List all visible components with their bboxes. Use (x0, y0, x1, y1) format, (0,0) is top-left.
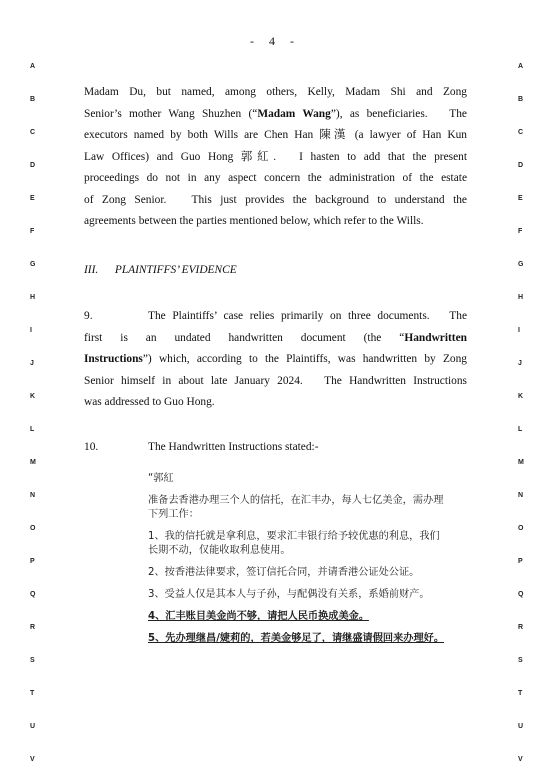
margin-letter-h-right: H (518, 294, 524, 301)
margin-letter-q-left: Q (30, 591, 36, 598)
text-line: proceedings do not in any aspect concern the administration of the estate (84, 172, 467, 184)
margin-letter-r-right: R (518, 624, 524, 631)
margin-letter-a-right: A (518, 63, 524, 70)
section-heading (84, 264, 237, 276)
margin-letter-o-right: O (518, 525, 524, 532)
page-number: - 4 - (250, 34, 300, 48)
section-title: PLAINTIFFS’ EVIDENCE (114, 264, 237, 276)
text-line: Law Offices) and Guo Hong 郭紅. I hasten to add that the present (84, 150, 467, 163)
margin-letter-s-left: S (30, 657, 35, 664)
margin-letter-l-right: L (518, 426, 523, 433)
text-line: executors named by both Wills are Chen Han 陳漢 (a lawyer of Han Kun (84, 129, 467, 141)
margin-letter-m-left: M (30, 459, 36, 466)
margin-letter-r-left: R (30, 624, 36, 631)
margin-letter-g-left: G (30, 261, 36, 268)
quote-paragraph-2: 1、我的信托就是拿利息，要求汇丰银行给予较优惠的利息，我们长期不动，仅能收取利息使用。 (148, 531, 440, 556)
margin-letter-f-right: F (518, 228, 523, 235)
margin-letter-d-right: D (518, 162, 524, 169)
margin-letter-h-left: H (30, 294, 36, 301)
text-line: Madam Du, but named, among others, Kelly, Madam Shi and Zong (84, 86, 467, 98)
margin-letter-l-left: L (30, 426, 35, 433)
margin-letter-d-left: D (30, 162, 36, 169)
margin-letter-b-left: B (30, 96, 36, 103)
text-line: first is an undated handwritten document (the “Handwritten (84, 331, 467, 344)
margin-letter-n-left: N (30, 492, 36, 499)
margin-letter-f-left: F (30, 228, 35, 235)
margin-letter-v-left: V (30, 756, 35, 763)
margin-letter-a-left: A (30, 63, 36, 70)
margin-letter-p-left: P (30, 558, 35, 565)
quoted-instructions (148, 472, 448, 654)
quote-paragraph-6: 5、先办理继昌/婕莉的，若美金够足了，请继盛请假回来办理好。 (148, 633, 445, 644)
text-line: Senior’s mother Wang Shuzhen (“Madam Wang”), as beneficiaries. The (84, 107, 467, 120)
margin-letter-j-right: J (518, 360, 522, 367)
text-line: Senior himself in about late January 2024. The Handwritten Instructions (84, 374, 467, 387)
margin-letter-s-right: S (518, 657, 523, 664)
margin-letter-i-right: I (518, 327, 520, 334)
quote-paragraph-5: 4、汇丰账目美金尚不够，请把人民币换成美金。 (148, 611, 370, 622)
margin-letter-p-right: P (518, 558, 523, 565)
section-number: III. (84, 264, 99, 276)
margin-letter-k-right: K (518, 393, 524, 400)
paragraph-number-10: 10. (84, 441, 99, 453)
margin-letter-q-right: Q (518, 591, 524, 598)
margin-letter-v-right: V (518, 756, 523, 763)
quote-paragraph-4: 3、受益人仅是其本人与子孙，与配偶没有关系，系婚前财产。 (148, 589, 430, 600)
margin-letter-e-left: E (30, 195, 35, 202)
margin-letter-u-right: U (518, 723, 524, 730)
margin-letter-n-right: N (518, 492, 524, 499)
margin-letter-e-right: E (518, 195, 523, 202)
margin-letter-i-left: I (30, 327, 32, 334)
paragraph-9 (84, 306, 467, 414)
margin-letter-t-left: T (30, 690, 35, 697)
text-line: Instructions”) which, according to the Plaintiffs, was handwritten by Zong (84, 353, 467, 365)
margin-letter-u-left: U (30, 723, 36, 730)
text-line: of Zong Senior. This just provides the background to understand the (84, 193, 467, 206)
continued-paragraph (84, 82, 467, 233)
text-line: was addressed to Guo Hong. (84, 396, 215, 408)
quote-salutation: “郭紅 (148, 473, 174, 484)
margin-letter-b-right: B (518, 96, 524, 103)
paragraph-10-intro: The Handwritten Instructions stated:- (148, 441, 319, 453)
margin-letter-t-right: T (518, 690, 523, 697)
text-line: agreements between the parties mentioned below, which refer to the Wills. (84, 215, 424, 227)
margin-letter-g-right: G (518, 261, 524, 268)
margin-letter-c-left: C (30, 129, 36, 136)
paragraph-number-9: 9. (84, 310, 93, 322)
quote-paragraph-1: 准备去香港办理三个人的信托，在汇丰办，每人七亿美金，需办理下列工作： (148, 495, 444, 520)
margin-letter-m-right: M (518, 459, 524, 466)
margin-letter-j-left: J (30, 360, 34, 367)
margin-letter-o-left: O (30, 525, 36, 532)
quote-paragraph-3: 2、按香港法律要求，签订信托合同，并请香港公证处公证。 (148, 567, 420, 578)
margin-letter-k-left: K (30, 393, 36, 400)
margin-letter-c-right: C (518, 129, 524, 136)
text-line: The Plaintiffs’ case relies primarily on three documents. The (148, 310, 467, 322)
